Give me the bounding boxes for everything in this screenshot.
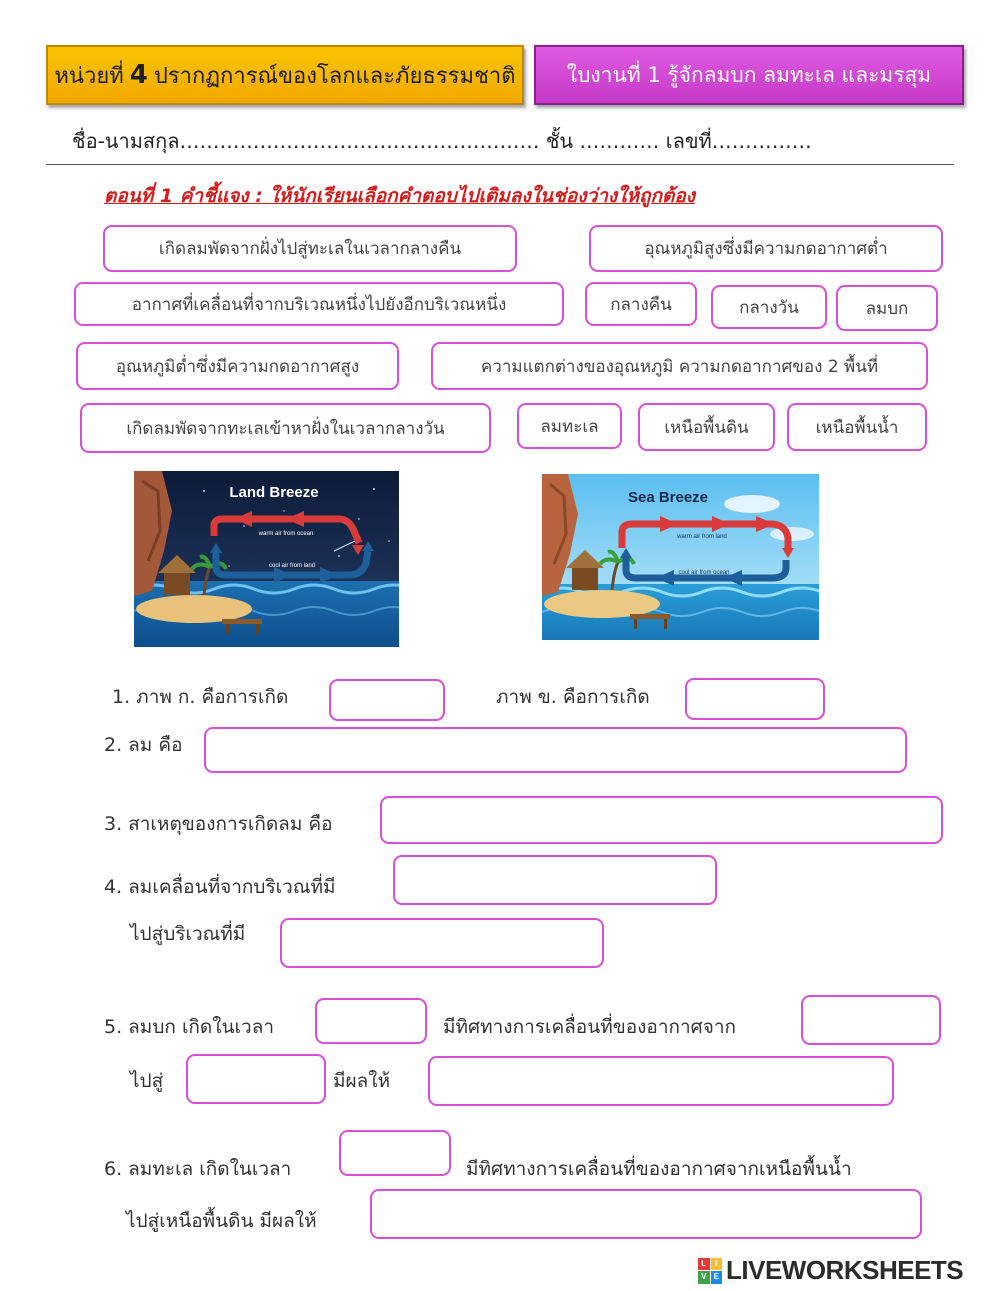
sea-breeze-bottom-label: cool air from ocean bbox=[678, 570, 730, 576]
sea-breeze-top-label: warm air from land bbox=[677, 534, 727, 540]
answer-box-4a[interactable] bbox=[393, 855, 717, 905]
question-5b: มีทิศทางการเคลื่อนที่ของอากาศจาก bbox=[443, 1016, 737, 1038]
answer-box-5a[interactable] bbox=[315, 998, 427, 1044]
answer-box-5b[interactable] bbox=[801, 995, 941, 1045]
question-3: 3. สาเหตุของการเกิดลม คือ bbox=[104, 813, 333, 835]
answer-box-5c[interactable] bbox=[186, 1054, 326, 1104]
question-2: 2. ลม คือ bbox=[104, 734, 183, 756]
answer-box-4b[interactable] bbox=[280, 918, 604, 968]
land-breeze-image bbox=[134, 471, 399, 647]
question-5c: ไปสู่ bbox=[130, 1070, 164, 1092]
answer-box-6c[interactable] bbox=[370, 1189, 922, 1239]
question-6a: 6. ลมทะเล เกิดในเวลา bbox=[104, 1158, 292, 1180]
logo-mark-icon: L I V E bbox=[698, 1258, 722, 1284]
divider bbox=[46, 164, 954, 165]
question-6c: ไปสู่เหนือพื้นดิน มีผลให้ bbox=[126, 1210, 317, 1232]
word-chip[interactable]: อุณหภูมิต่ำซึ่งมีความกดอากาศสูง bbox=[76, 342, 399, 390]
worksheet-title-text: ใบงานที่ 1 รู้จักลมบก ลมทะเล และมรสุม bbox=[566, 62, 932, 87]
unit-number: 4 bbox=[129, 60, 148, 90]
word-chip[interactable]: กลางคืน bbox=[585, 282, 697, 326]
word-chip[interactable]: ความแตกต่างของอุณหภูมิ ความกดอากาศของ 2 พื้นที่ bbox=[431, 342, 928, 390]
word-chip[interactable]: เกิดลมพัดจากฝั่งไปสู่ทะเลในเวลากลางคืน bbox=[103, 225, 517, 272]
word-chip[interactable]: ลมทะเล bbox=[517, 403, 622, 449]
answer-box-1a[interactable] bbox=[329, 679, 445, 721]
answer-box-3[interactable] bbox=[380, 796, 943, 844]
question-1a: 1. ภาพ ก. คือการเกิด bbox=[112, 686, 289, 708]
word-chip[interactable]: ลมบก bbox=[836, 285, 938, 331]
answer-box-2[interactable] bbox=[204, 727, 907, 773]
land-breeze-top-label: warm air from ocean bbox=[258, 531, 314, 537]
unit-header bbox=[46, 45, 524, 105]
word-chip[interactable]: อากาศที่เคลื่อนที่จากบริเวณหนึ่งไปยังอีกบริเวณหนึ่ง bbox=[74, 282, 564, 326]
word-chip[interactable]: กลางวัน bbox=[711, 285, 827, 329]
land-breeze-bottom-label: cool air from land bbox=[268, 563, 316, 569]
land-breeze-title: Land Breeze bbox=[229, 484, 319, 501]
instruction-text: ตอนที่ 1 คำชี้แจง : ให้นักเรียนเลือกคำตอบไปเติมลงในช่องว่างให้ถูกต้อง bbox=[104, 185, 696, 207]
student-info-line: ชื่อ-นามสกุล……………………………………………… ชั้น ………… เลขที่…………… bbox=[72, 129, 812, 153]
word-chip[interactable]: เกิดลมพัดจากทะเลเข้าหาฝั่งในเวลากลางวัน bbox=[80, 403, 491, 453]
liveworksheets-logo bbox=[698, 1255, 963, 1286]
unit-title: ปรากฏการณ์ของโลกและภัยธรรมชาติ bbox=[153, 63, 516, 89]
sea-breeze-image bbox=[542, 474, 819, 640]
unit-prefix: หน่วยที่ bbox=[54, 63, 124, 89]
question-6b: มีทิศทางการเคลื่อนที่ของอากาศจากเหนือพื้นน้ำ bbox=[466, 1158, 852, 1180]
question-4b: ไปสู่บริเวณที่มี bbox=[130, 923, 246, 945]
question-1b: ภาพ ข. คือการเกิด bbox=[496, 686, 650, 708]
answer-box-5d[interactable] bbox=[428, 1056, 894, 1106]
worksheet-title bbox=[534, 45, 964, 105]
question-5a: 5. ลมบก เกิดในเวลา bbox=[104, 1016, 275, 1038]
answer-box-1b[interactable] bbox=[685, 678, 825, 720]
answer-box-6a[interactable] bbox=[339, 1130, 451, 1176]
word-chip[interactable]: เหนือพื้นน้ำ bbox=[787, 403, 927, 451]
question-4a: 4. ลมเคลื่อนที่จากบริเวณที่มี bbox=[104, 876, 336, 898]
word-chip[interactable]: อุณหภูมิสูงซึ่งมีความกดอากาศต่ำ bbox=[589, 225, 943, 272]
logo-text: LIVEWORKSHEETS bbox=[726, 1255, 964, 1285]
sea-breeze-title: Sea Breeze bbox=[627, 489, 709, 506]
word-chip[interactable]: เหนือพื้นดิน bbox=[638, 403, 775, 451]
question-5d: มีผลให้ bbox=[333, 1070, 391, 1092]
